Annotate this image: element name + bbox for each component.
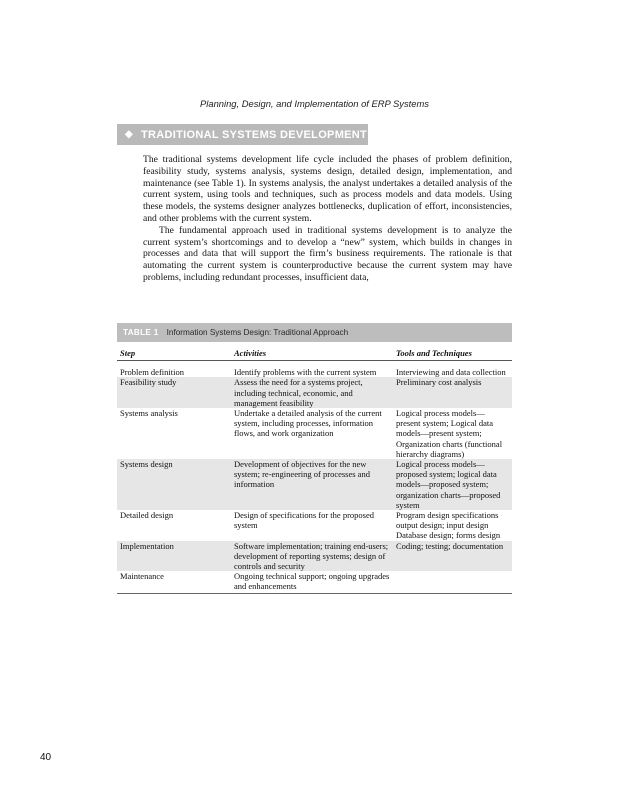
cell-step: Implementation	[117, 541, 231, 572]
table-row	[117, 571, 512, 593]
header-step: Step	[117, 346, 231, 361]
table-row	[117, 541, 512, 572]
cell-activities: Development of objectives for the new system; re-engineering of processes and information	[231, 459, 393, 510]
cell-activities: Ongoing technical support; ongoing upgrades and enhancements	[231, 571, 393, 593]
paragraph: The traditional systems development life cycle included the phases of problem definition, feasibility study, systems analysis, systems design, detailed design, implementation, and maintenance (see Table 1). In systems analysis, the analyst undertakes a detailed analysis of the current system, using tools and techniques, such as process models and data models. Using these models, the systems designer analyzes bottlenecks, duplication of effort, inconsistencies, and other problems with the current system.	[143, 154, 512, 224]
cell-tools: Interviewing and data collection	[396, 367, 506, 378]
section-heading	[117, 124, 368, 145]
table-caption	[117, 323, 512, 342]
cell-activities: Design of specifications for the proposed system	[234, 510, 374, 531]
cell-tools: Logical process models—present system; Logical data models—present system; Organization charts (functional hierarchy diagrams)	[396, 408, 503, 459]
table-title: Information Systems Design: Traditional Approach	[166, 328, 349, 337]
running-header: Planning, Design, and Implementation of ERP Systems	[200, 98, 429, 109]
cell-tools: Preliminary cost analysis	[393, 377, 512, 408]
table-row	[117, 377, 512, 408]
design-table	[117, 346, 512, 594]
paragraph: The fundamental approach used in traditional systems development is to analyze the current system’s shortcomings and to develop a “new” system, which builds in changes in processes and data that will support the firm’s business requirements. The rationale is that automating the current system is counterproductive because the current system may have problems, including redundant processes, insufficient data,	[143, 224, 512, 283]
table-header-row	[117, 346, 512, 361]
header-activities: Activities	[231, 346, 393, 361]
diamond-bullet-icon: ◆	[125, 129, 133, 140]
section-heading-text: TRADITIONAL SYSTEMS DEVELOPMENT	[141, 128, 368, 141]
cell-activities: Identify problems with the current system	[234, 367, 377, 378]
cell-step: Problem definition	[120, 367, 184, 378]
page-number: 40	[40, 752, 52, 763]
cell-step: Feasibility study	[117, 377, 231, 408]
cell-activities: Assess the need for a systems project, including technical, economic, and management feasibility	[231, 377, 393, 408]
cell-tools	[393, 571, 512, 593]
table-row	[117, 367, 512, 377]
cell-step: Systems design	[117, 459, 231, 510]
body-text	[143, 154, 512, 284]
header-tools: Tools and Techniques	[393, 346, 512, 361]
cell-tools: Logical process models—proposed system; logical data models—proposed system; organization charts—proposed system	[393, 459, 512, 510]
cell-tools: Coding; testing; documentation	[393, 541, 512, 572]
cell-step: Detailed design	[120, 510, 174, 521]
table-row	[117, 459, 512, 510]
cell-step: Maintenance	[117, 571, 231, 593]
table-label: TABLE 1	[123, 328, 159, 337]
cell-step: Systems analysis	[120, 408, 178, 419]
cell-tools: Program design specifications output design; input design Database design; forms design	[396, 510, 501, 541]
cell-activities: Software implementation; training end-users; development of reporting systems; design of controls and security	[231, 541, 393, 572]
table-row	[117, 408, 512, 459]
cell-activities: Undertake a detailed analysis of the current system, including processes, information flows, and work organization	[234, 408, 382, 439]
table-row	[117, 510, 512, 541]
